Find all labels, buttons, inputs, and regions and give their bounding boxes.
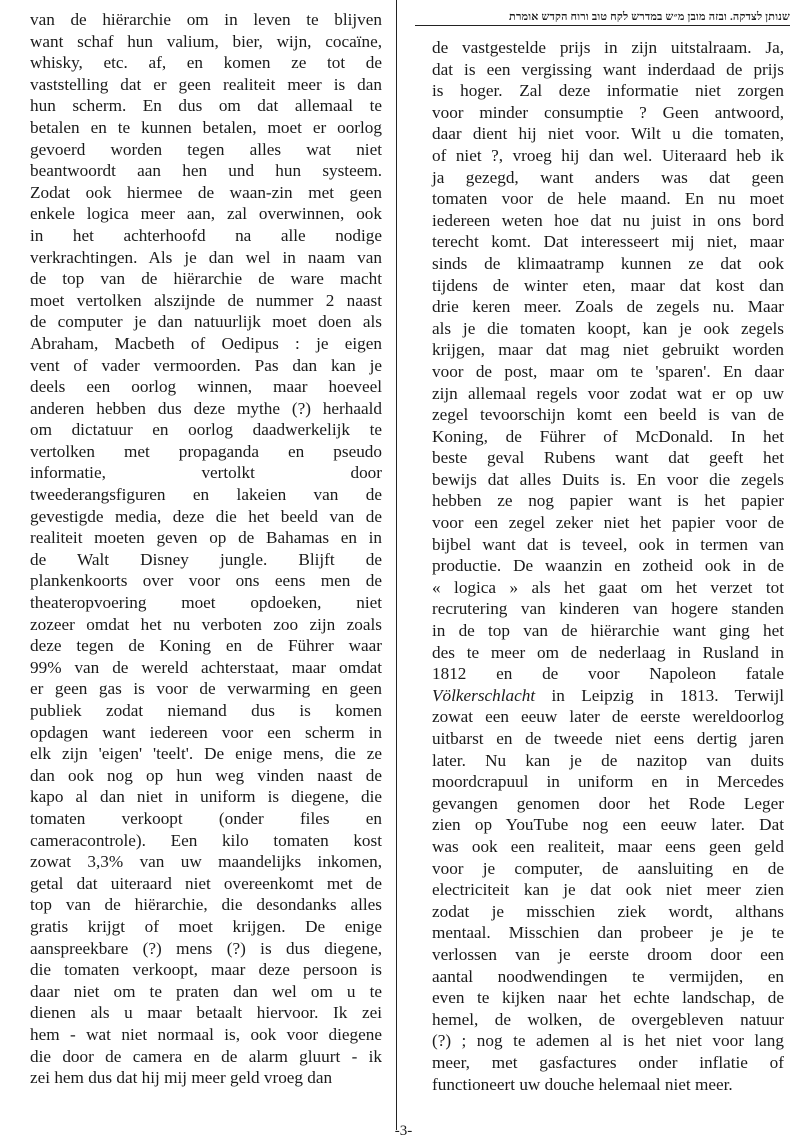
left-column-line: aanspreekbare (?) mens (?) is dus diegene, bbox=[30, 938, 382, 958]
left-column-line: getal dat uiteraard niet overeenkomt met de bbox=[30, 873, 382, 893]
left-column-line: enkele logica meer aan, zal overwinnen, ook bbox=[30, 204, 382, 224]
right-column-line: zegel tevoorschijn komt een beeld is van de bbox=[432, 405, 784, 425]
left-column-line: elk zijn 'eigen' 'teelt'. De enige mens, die ze bbox=[30, 744, 382, 764]
left-column bbox=[30, 9, 382, 1089]
left-column-line: gevestigde media, deze die het beeld van de bbox=[30, 506, 382, 526]
right-column-line: zowat een eeuw later de eerste wereldoorlog bbox=[432, 707, 784, 727]
left-column-line: verkrachtingen. Als je dan wel in naam van bbox=[30, 247, 382, 267]
left-column-line: die tomaten verkoopt, maar deze persoon is bbox=[30, 960, 382, 980]
left-column-line: de computer je dan natuurlijk moet doen als bbox=[30, 312, 382, 332]
left-column-line: tomaten verkoopt (onder files en bbox=[30, 808, 382, 828]
left-column-line: 99% van de wereld achterstaat, maar omdat bbox=[30, 657, 382, 677]
right-column-line: gevangen genomen door het Rode Leger bbox=[432, 793, 784, 813]
right-column-line: iedereen weten hoe dat nu juist in ons bord bbox=[432, 210, 784, 230]
right-column-line: moordcrapuul in uniform en in Mercedes bbox=[432, 772, 784, 792]
left-column-line: gratis krijgt of moet krijgen. De enige bbox=[30, 916, 382, 936]
left-column-line: publiek zodat niemand dus is komen bbox=[30, 701, 382, 720]
column-divider bbox=[396, 0, 397, 1130]
left-column-line: beantwoordt aan hen und hun systeem. bbox=[30, 161, 382, 181]
left-column-line: daar niet om te praten dan wel om u te bbox=[30, 981, 382, 1001]
left-column-line: plankenkoorts over voor ons eens men de bbox=[30, 571, 382, 591]
right-column-line: Völkerschlacht in Leipzig in 1813. Terwijl bbox=[432, 685, 784, 705]
right-column-line: (?) ; nog te ademen al is het niet voor lang bbox=[432, 1031, 784, 1051]
right-column-line: voor minder consumptie ? Geen antwoord, bbox=[432, 102, 784, 122]
right-column-line: functioneert uw douche helemaal niet meer. bbox=[432, 1074, 733, 1094]
left-column-line: deels een oorlog winnen, maar hoeveel bbox=[30, 377, 382, 397]
left-column-line: anderen hebben dus deze mythe (?) herhaald bbox=[30, 398, 382, 418]
right-column-line: als je die tomaten koopt, kan je ook zegels bbox=[432, 318, 784, 338]
left-column-line: deze tegen de Koning en de Führer waar bbox=[30, 636, 382, 656]
left-column-line: vaststelling dat er geen realiteit meer is dan bbox=[30, 74, 382, 94]
left-column-line: want schaf hun valium, bier, wijn, cocaïne, bbox=[30, 31, 382, 51]
right-column-line: of niet ?, vroeg hij dan wel. Uiteraard heb ik bbox=[432, 145, 784, 165]
right-column-line: ja gezegd, want anders was dat geen bbox=[432, 167, 784, 187]
right-column-line: hemel, de wolken, de overgebleven natuur bbox=[432, 1009, 784, 1029]
left-column-line: om dictatuur en oorlog daadwerkelijk te bbox=[30, 420, 382, 440]
left-column-line: de top van de hiërarchie de ware macht bbox=[30, 269, 382, 289]
left-column-line: die door de camera en de alarm gluurt - ik bbox=[30, 1046, 382, 1066]
right-column-line: sinds de klimaatramp kunnen ze dat ook bbox=[432, 253, 784, 273]
right-column-line: zodat je misschien ziek wordt, althans bbox=[432, 901, 784, 921]
right-column-line: later. Nu kan je de nazitop van duits bbox=[432, 750, 784, 770]
left-column-line: vertolken met propaganda en pseudo bbox=[30, 441, 382, 461]
right-column-line: tijdens de winter eten, maar dat kost dan bbox=[432, 275, 784, 295]
right-column-line: zijn allemaal regels voor zodat wat er op uw bbox=[432, 383, 784, 403]
hebrew-header: שנותן לצדקה. ובזה מובן מ״ש במדרש לקח טוב ורוח הקדש אומרת bbox=[415, 11, 790, 26]
right-column-line: daar dient hij niet voor. Wilt u die tomaten, bbox=[432, 124, 784, 144]
right-column-line: recrutering van kinderen van hogere standen bbox=[432, 599, 784, 619]
page-number: -3- bbox=[394, 1123, 413, 1139]
right-column-line: voor je computer, de aansluiting en de bbox=[432, 858, 784, 878]
right-column-line: bewijs dat alles Duits is. En voor die zegels bbox=[432, 469, 784, 489]
left-column-line: informatie, vertolkt door bbox=[30, 463, 382, 483]
right-column-line: uitbarst en de tweede niet eens dertig jaren bbox=[432, 729, 784, 748]
right-column-line: was ook een realiteit, maar eens geen geld bbox=[432, 836, 784, 856]
right-column-line: de vastgestelde prijs in zijn uitstalraam. Ja, bbox=[432, 38, 784, 57]
right-column-line: terecht komt. Dat interesseert mij niet, maar bbox=[432, 232, 784, 252]
left-column-line: top van de hiërarchie, die desondanks alles bbox=[30, 895, 382, 915]
right-column-line: 1812 en de voor Napoleon fatale bbox=[432, 664, 784, 684]
left-column-line: Zodat ook hiermee de waan-zin met geen bbox=[30, 182, 382, 202]
right-column-line: meer, met gasfactures onder inflatie of bbox=[432, 1052, 784, 1072]
left-column-line: zozeer omdat het nu verboten zoo zijn zoals bbox=[30, 614, 382, 634]
left-column-line: zei hem dus dat hij mij meer geld vroeg dan bbox=[30, 1068, 333, 1088]
left-column-line: opdagen want iedereen voor een scherm in bbox=[30, 722, 382, 742]
left-column-line: gevoerd worden tegen alles wat niet bbox=[30, 139, 382, 159]
right-column-line: even te kijken naar het echte landschap, de bbox=[432, 988, 784, 1008]
left-column-line: Abraham, Macbeth of Oedipus : je eigen bbox=[30, 333, 382, 353]
right-column-line: tomaten voor de hele maand. En nu moet bbox=[432, 189, 784, 209]
right-column-line: des te meer om de nederlaag in Rusland in bbox=[432, 642, 784, 662]
left-column-line: kapo al dan niet in uniform is diegene, die bbox=[30, 787, 382, 807]
right-column-line: krijgen, maar dat mag niet gebruikt worden bbox=[432, 340, 784, 360]
right-column-line: zien op YouTube nog een eeuw later. Dat bbox=[432, 815, 784, 835]
left-column-line: in het achterhoofd na alle nodige bbox=[30, 225, 382, 245]
left-column-line: betalen en te kunnen betalen, moet er oorlog bbox=[30, 117, 382, 137]
right-column-line: in de top van de hiërarchie want ging het bbox=[432, 621, 784, 641]
left-column-line: hem - wat niet normaal is, ook voor diegene bbox=[30, 1024, 382, 1044]
right-column-line: bijbel want dat is teveel, ook in termen van bbox=[432, 534, 784, 554]
left-column-line: de Walt Disney jungle. Blijft de bbox=[30, 549, 382, 569]
left-column-line: vent of vader vermoorden. Pas dan kan je bbox=[30, 355, 382, 375]
left-column-line: cameracontrole). Een kilo tomaten kost bbox=[30, 830, 382, 850]
right-column-line: productie. De waanzin en zotheid ook in de bbox=[432, 556, 784, 576]
right-column-line: mentaal. Misschien dan probeer je je te bbox=[432, 923, 784, 943]
left-column-line: whisky, etc. af, en komen ze tot de bbox=[30, 53, 382, 73]
left-column-line: hun scherm. En dus om dat allemaal te bbox=[30, 96, 382, 116]
right-column-line: beste geval Rubens want dat geeft het bbox=[432, 448, 784, 468]
right-column-line: dat is een vergissing want inderdaad de prijs bbox=[432, 59, 784, 79]
right-column bbox=[432, 37, 784, 1095]
left-column-line: zowat 3,3% van uw maandelijks inkomen, bbox=[30, 852, 382, 872]
right-column-line: voor een zegel zeker niet het papier voor de bbox=[432, 513, 784, 533]
right-column-line: electriciteit kan je dat ook niet meer zien bbox=[432, 880, 784, 900]
right-column-line: drie keren meer. Zoals de zegels nu. Maar bbox=[432, 297, 784, 317]
right-column-line: aantal noodwendingen te vermijden, en bbox=[432, 966, 784, 986]
right-column-line: « logica » als het gaat om het verzet tot bbox=[432, 577, 784, 597]
right-column-line: verlossen van je eerste droom door een bbox=[432, 944, 784, 964]
left-column-line: theateropvoering moet opdoeken, niet bbox=[30, 593, 382, 613]
left-column-line: er geen gas is voor de verwarming en geen bbox=[30, 679, 382, 699]
right-column-line: Koning, de Führer of McDonald. In het bbox=[432, 426, 784, 446]
left-column-line: dan ook nog op hun weg vinden naast de bbox=[30, 765, 382, 785]
left-column-line: moet vertolken alszijnde de nummer 2 naast bbox=[30, 290, 382, 310]
right-column-line: voor de post, maar om te 'sparen'. En daar bbox=[432, 361, 784, 381]
left-column-line: van de hiërarchie om in leven te blijven bbox=[30, 10, 382, 29]
right-column-line: is hoger. Zal deze informatie niet zorgen bbox=[432, 81, 784, 101]
left-column-line: tweederangsfiguren en lakeien van de bbox=[30, 485, 382, 505]
left-column-line: dienen als u maar betaalt hiervoor. Ik zei bbox=[30, 1003, 382, 1023]
right-column-line: hebben ze nog papier want is het papier bbox=[432, 491, 784, 511]
left-column-line: realiteit moeten geven op de Bahamas en in bbox=[30, 528, 382, 548]
